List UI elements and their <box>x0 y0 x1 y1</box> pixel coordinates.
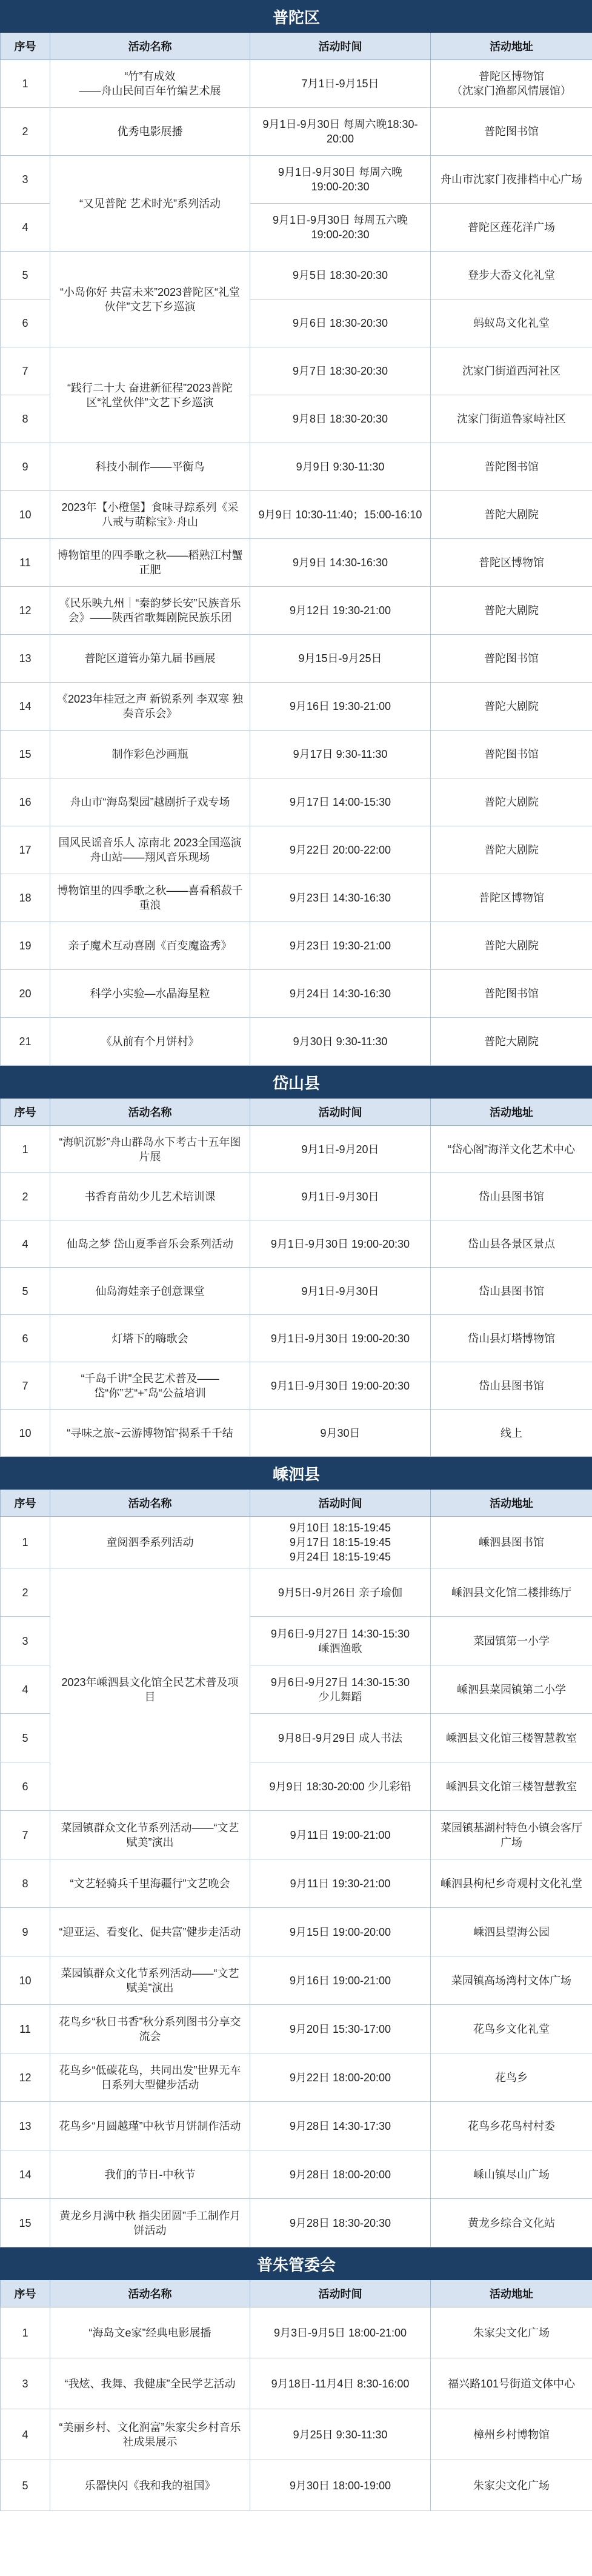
row-number: 2 <box>1 1173 50 1220</box>
row-number: 11 <box>1 2005 50 2053</box>
activity-name: “竹”有成效 ——舟山民间百年竹编艺术展 <box>50 60 250 108</box>
activity-name: 《民乐映九州｜“秦韵梦长安”民族音乐会》——陕西省歌舞剧院民族乐团 <box>50 587 250 635</box>
activity-time: 9月22日 20:00-22:00 <box>250 826 431 874</box>
activity-time: 9月24日 14:30-16:30 <box>250 970 431 1018</box>
activity-time: 9月6日-9月27日 14:30-15:30 少儿舞蹈 <box>250 1665 431 1714</box>
activity-time: 9月1日-9月30日 每周五六晚 19:00-20:30 <box>250 204 431 252</box>
activity-address: 普陀大剧院 <box>431 826 592 874</box>
row-number: 3 <box>1 156 50 204</box>
row-number: 16 <box>1 778 50 826</box>
row-number: 8 <box>1 1859 50 1908</box>
activity-time: 9月9日 10:30-11:40；15:00-16:10 <box>250 491 431 539</box>
activity-address: 普陀图书馆 <box>431 443 592 491</box>
activity-name: 科技小制作——平衡鸟 <box>50 443 250 491</box>
activity-name: 《2023年桂冠之声 新锐系列 李双寒 独奏音乐会》 <box>50 683 250 731</box>
column-header-no: 序号 <box>1 1099 50 1126</box>
row-number: 7 <box>1 1811 50 1859</box>
row-number: 6 <box>1 1315 50 1362</box>
activity-address: “岱心阁”海洋文化艺术中心 <box>431 1126 592 1173</box>
column-header-name: 活动名称 <box>50 1099 250 1126</box>
activity-address: 朱家尖文化广场 <box>431 2307 592 2358</box>
row-number: 17 <box>1 826 50 874</box>
activity-time: 9月1日-9月30日 19:00-20:30 <box>250 1315 431 1362</box>
activity-address: 黄龙乡综合文化站 <box>431 2199 592 2247</box>
activity-name: 仙岛海娃亲子创意课堂 <box>50 1268 250 1315</box>
activity-address: 嵊泗县文化馆三楼智慧教室 <box>431 1714 592 1762</box>
activity-address: 嵊泗县枸杞乡奇观村文化礼堂 <box>431 1859 592 1908</box>
activity-address: 嵊泗县文化馆二楼排练厅 <box>431 1568 592 1617</box>
section-table-shengsi <box>0 1457 592 2247</box>
activity-name: 花鸟乡“秋日书香”秋分系列图书分享交流会 <box>50 2005 250 2053</box>
activity-time: 9月8日 18:30-20:30 <box>250 395 431 443</box>
activity-address: 普陀大剧院 <box>431 683 592 731</box>
activity-name: “小岛你好 共富未来”2023普陀区“礼堂伙伴”文艺下乡巡演 <box>50 252 250 347</box>
activity-time: 9月1日-9月30日 <box>250 1268 431 1315</box>
column-header-addr: 活动地址 <box>431 1490 592 1517</box>
activity-name: 童阅泗季系列活动 <box>50 1517 250 1568</box>
section-table-daishan <box>0 1066 592 1457</box>
activity-address: 嵊泗县图书馆 <box>431 1517 592 1568</box>
section-title: 嵊泗县 <box>1 1457 592 1490</box>
table-row <box>1 1568 592 1617</box>
row-number: 15 <box>1 731 50 778</box>
activity-address: 普陀图书馆 <box>431 970 592 1018</box>
column-header-addr: 活动地址 <box>431 1099 592 1126</box>
activity-address: 普陀区博物馆 （沈家门渔都风情展馆） <box>431 60 592 108</box>
row-number: 18 <box>1 874 50 922</box>
table-row <box>1 826 592 874</box>
activity-name: 花鸟乡“低碳花鸟，共同出发”世界无车日系列大型健步活动 <box>50 2053 250 2102</box>
activity-address: 朱家尖文化广场 <box>431 2460 592 2511</box>
row-number: 4 <box>1 2409 50 2460</box>
activity-time: 9月8日-9月29日 成人书法 <box>250 1714 431 1762</box>
section-title: 普朱管委会 <box>1 2248 592 2280</box>
activity-address: 蚂蚁岛文化礼堂 <box>431 299 592 347</box>
activity-name: “海帆沉影”舟山群岛水下考古十五年图片展 <box>50 1126 250 1173</box>
activity-address: 花鸟乡花鸟村村委 <box>431 2102 592 2150</box>
table-row <box>1 2150 592 2199</box>
activity-time: 9月6日-9月27日 14:30-15:30 嵊泗渔歌 <box>250 1617 431 1665</box>
section-table-putuo <box>0 0 592 1066</box>
table-row <box>1 60 592 108</box>
row-number: 12 <box>1 587 50 635</box>
activity-name: 黄龙乡月满中秋 指尖团圆”手工制作月饼活动 <box>50 2199 250 2247</box>
activity-address: 花鸟乡文化礼堂 <box>431 2005 592 2053</box>
row-number: 4 <box>1 1665 50 1714</box>
activity-name: 2023年【小橙堡】食味寻踪系列《采八戒与萌粽宝》·舟山 <box>50 491 250 539</box>
activity-time: 9月17日 14:00-15:30 <box>250 778 431 826</box>
row-number: 15 <box>1 2199 50 2247</box>
row-number: 2 <box>1 1568 50 1617</box>
activity-time: 9月11日 19:00-21:00 <box>250 1811 431 1859</box>
table-row <box>1 970 592 1018</box>
table-row <box>1 347 592 395</box>
activity-name: 亲子魔术互动喜剧《百变魔盗秀》 <box>50 922 250 970</box>
row-number: 6 <box>1 1762 50 1811</box>
column-header-name: 活动名称 <box>50 33 250 60</box>
table-row <box>1 2053 592 2102</box>
row-number: 9 <box>1 443 50 491</box>
activity-time: 9月15日 19:00-20:00 <box>250 1908 431 1956</box>
activity-name: “迎亚运、看变化、促共富”健步走活动 <box>50 1908 250 1956</box>
table-row <box>1 491 592 539</box>
activity-address: 线上 <box>431 1410 592 1457</box>
activity-name: 优秀电影展播 <box>50 108 250 156</box>
row-number: 20 <box>1 970 50 1018</box>
activity-time: 9月5日-9月26日 亲子瑜伽 <box>250 1568 431 1617</box>
table-row <box>1 922 592 970</box>
activity-address: 普陀大剧院 <box>431 922 592 970</box>
activity-time: 9月30日 <box>250 1410 431 1457</box>
activity-time: 9月15日-9月25日 <box>250 635 431 683</box>
activity-time: 9月1日-9月20日 <box>250 1126 431 1173</box>
row-number: 9 <box>1 1908 50 1956</box>
row-number: 5 <box>1 2460 50 2511</box>
activity-address: 岱山县灯塔博物馆 <box>431 1315 592 1362</box>
table-row <box>1 731 592 778</box>
activity-name: 书香育苗幼少儿艺术培训课 <box>50 1173 250 1220</box>
activity-address: 岱山县图书馆 <box>431 1268 592 1315</box>
activity-name: 博物馆里的四季歌之秋——稻熟江村蟹正肥 <box>50 539 250 587</box>
row-number: 19 <box>1 922 50 970</box>
activity-address: 花鸟乡 <box>431 2053 592 2102</box>
activity-address: 普陀区博物馆 <box>431 874 592 922</box>
row-number: 1 <box>1 1517 50 1568</box>
row-number: 3 <box>1 1617 50 1665</box>
activity-name: 博物馆里的四季歌之秋——喜看稻菽千重浪 <box>50 874 250 922</box>
activity-address: 樟州乡村博物馆 <box>431 2409 592 2460</box>
table-row <box>1 2199 592 2247</box>
activity-time: 9月3日-9月5日 18:00-21:00 <box>250 2307 431 2358</box>
activity-time: 7月1日-9月15日 <box>250 60 431 108</box>
table-row <box>1 1018 592 1066</box>
column-header-time: 活动时间 <box>250 2280 431 2307</box>
activity-address: 嵊山镇尽山广场 <box>431 2150 592 2199</box>
section-title: 岱山县 <box>1 1066 592 1099</box>
row-number: 4 <box>1 204 50 252</box>
table-row <box>1 1268 592 1315</box>
table-row <box>1 587 592 635</box>
row-number: 13 <box>1 2102 50 2150</box>
table-row <box>1 1956 592 2005</box>
activity-name: “践行二十大 奋进新征程”2023普陀区“礼堂伙伴”文艺下乡巡演 <box>50 347 250 443</box>
activity-time: 9月28日 14:30-17:30 <box>250 2102 431 2150</box>
table-row <box>1 635 592 683</box>
activity-time: 9月1日-9月30日 每周六晚18:30-20:00 <box>250 108 431 156</box>
activity-address: 福兴路101号街道文体中心 <box>431 2358 592 2409</box>
column-header-no: 序号 <box>1 2280 50 2307</box>
activity-address: 普陀区博物馆 <box>431 539 592 587</box>
activity-time: 9月25日 9:30-11:30 <box>250 2409 431 2460</box>
activity-name: 菜园镇群众文化节系列活动——“文艺赋美”演出 <box>50 1956 250 2005</box>
activity-name: 灯塔下的嗨歌会 <box>50 1315 250 1362</box>
activity-address: 普陀图书馆 <box>431 731 592 778</box>
activity-address: 菜园镇高场湾村文体广场 <box>431 1956 592 2005</box>
activity-address: 登步大岙文化礼堂 <box>431 252 592 299</box>
column-header-name: 活动名称 <box>50 1490 250 1517</box>
activity-time: 9月10日 18:15-19:45 9月17日 18:15-19:45 9月24日 18:15-19:45 <box>250 1517 431 1568</box>
activity-name: 制作彩色沙画瓶 <box>50 731 250 778</box>
table-row <box>1 683 592 731</box>
activity-time: 9月30日 18:00-19:00 <box>250 2460 431 2511</box>
row-number: 13 <box>1 635 50 683</box>
activity-address: 普陀图书馆 <box>431 108 592 156</box>
activity-name: 科学小实验—水晶海星粒 <box>50 970 250 1018</box>
activity-name: “海岛文e家”经典电影展播 <box>50 2307 250 2358</box>
activity-time: 9月7日 18:30-20:30 <box>250 347 431 395</box>
activity-name: “文艺轻骑兵千里海疆行”文艺晚会 <box>50 1859 250 1908</box>
row-number: 1 <box>1 2307 50 2358</box>
column-header-no: 序号 <box>1 1490 50 1517</box>
table-row <box>1 539 592 587</box>
table-row <box>1 1908 592 1956</box>
row-number: 10 <box>1 1410 50 1457</box>
activity-address: 沈家门街道鲁家峙社区 <box>431 395 592 443</box>
activity-time: 9月11日 19:30-21:00 <box>250 1859 431 1908</box>
table-row <box>1 108 592 156</box>
column-header-time: 活动时间 <box>250 1490 431 1517</box>
activity-address: 普陀大剧院 <box>431 778 592 826</box>
column-header-addr: 活动地址 <box>431 2280 592 2307</box>
activity-address: 普陀区莲花洋广场 <box>431 204 592 252</box>
table-row <box>1 1315 592 1362</box>
activity-name: “千岛千讲”全民艺术普及——岱“你”艺“+”岛“公益培训 <box>50 1362 250 1410</box>
row-number: 14 <box>1 683 50 731</box>
activity-address: 普陀大剧院 <box>431 1018 592 1066</box>
activity-time: 9月18日-11月4日 8:30-16:00 <box>250 2358 431 2409</box>
row-number: 5 <box>1 1714 50 1762</box>
table-row <box>1 2409 592 2460</box>
table-row <box>1 1220 592 1268</box>
row-number: 7 <box>1 1362 50 1410</box>
activity-address: 普陀大剧院 <box>431 587 592 635</box>
activity-time: 9月9日 14:30-16:30 <box>250 539 431 587</box>
activity-name: 《从前有个月饼村》 <box>50 1018 250 1066</box>
activity-name: 2023年嵊泗县文化馆全民艺术普及项目 <box>50 1568 250 1811</box>
activity-name: 舟山市“海岛梨园”越剧折子戏专场 <box>50 778 250 826</box>
activity-time: 9月1日-9月30日 <box>250 1173 431 1220</box>
table-row <box>1 1126 592 1173</box>
table-row <box>1 1517 592 1568</box>
table-row <box>1 2307 592 2358</box>
row-number: 3 <box>1 2358 50 2409</box>
row-number: 10 <box>1 1956 50 2005</box>
activity-name: 乐器快闪《我和我的祖国》 <box>50 2460 250 2511</box>
table-row <box>1 778 592 826</box>
activity-time: 9月28日 18:30-20:30 <box>250 2199 431 2247</box>
row-number: 21 <box>1 1018 50 1066</box>
row-number: 5 <box>1 1268 50 1315</box>
table-row <box>1 156 592 204</box>
row-number: 2 <box>1 108 50 156</box>
activity-address: 沈家门街道西河社区 <box>431 347 592 395</box>
row-number: 12 <box>1 2053 50 2102</box>
activity-name: “寻味之旅~云游博物馆”揭系千千结 <box>50 1410 250 1457</box>
row-number: 11 <box>1 539 50 587</box>
column-header-no: 序号 <box>1 33 50 60</box>
row-number: 1 <box>1 1126 50 1173</box>
activity-address: 嵊泗县望海公园 <box>431 1908 592 1956</box>
activity-address: 岱山县各景区景点 <box>431 1220 592 1268</box>
row-number: 10 <box>1 491 50 539</box>
activity-address: 菜园镇基湖村特色小镇会客厅广场 <box>431 1811 592 1859</box>
activity-time: 9月6日 18:30-20:30 <box>250 299 431 347</box>
activity-time: 9月1日-9月30日 19:00-20:30 <box>250 1362 431 1410</box>
row-number: 8 <box>1 395 50 443</box>
activity-time: 9月16日 19:00-21:00 <box>250 1956 431 2005</box>
column-header-addr: 活动地址 <box>431 33 592 60</box>
activity-time: 9月23日 14:30-16:30 <box>250 874 431 922</box>
activity-name: “我炫、我舞、我健康”全民学艺活动 <box>50 2358 250 2409</box>
activity-time: 9月1日-9月30日 19:00-20:30 <box>250 1220 431 1268</box>
activity-time: 9月12日 19:30-21:00 <box>250 587 431 635</box>
activity-name: 花鸟乡“月圆越瑾”中秋节月饼制作活动 <box>50 2102 250 2150</box>
table-row <box>1 1173 592 1220</box>
column-header-time: 活动时间 <box>250 33 431 60</box>
activity-name: “又见普陀 艺术时光”系列活动 <box>50 156 250 252</box>
section-title: 普陀区 <box>1 1 592 33</box>
activity-address: 普陀大剧院 <box>431 491 592 539</box>
activity-address: 岱山县图书馆 <box>431 1362 592 1410</box>
table-row <box>1 2005 592 2053</box>
activity-address: 嵊泗县文化馆三楼智慧教室 <box>431 1762 592 1811</box>
column-header-name: 活动名称 <box>50 2280 250 2307</box>
activity-address: 菜园镇第一小学 <box>431 1617 592 1665</box>
row-number: 6 <box>1 299 50 347</box>
activity-time: 9月5日 18:30-20:30 <box>250 252 431 299</box>
activity-name: 仙岛之梦 岱山夏季音乐会系列活动 <box>50 1220 250 1268</box>
row-number: 4 <box>1 1220 50 1268</box>
activity-time: 9月1日-9月30日 每周六晚 19:00-20:30 <box>250 156 431 204</box>
activity-address: 舟山市沈家门夜排档中心广场 <box>431 156 592 204</box>
activity-name: 我们的节日-中秋节 <box>50 2150 250 2199</box>
row-number: 1 <box>1 60 50 108</box>
activity-name: “美丽乡村、文化润富”朱家尖乡村音乐社成果展示 <box>50 2409 250 2460</box>
table-row <box>1 2102 592 2150</box>
activity-address: 嵊泗县菜园镇第二小学 <box>431 1665 592 1714</box>
row-number: 5 <box>1 252 50 299</box>
table-row <box>1 252 592 299</box>
table-row <box>1 1410 592 1457</box>
activity-time: 9月9日 9:30-11:30 <box>250 443 431 491</box>
table-row <box>1 2460 592 2511</box>
activity-time: 9月22日 18:00-20:00 <box>250 2053 431 2102</box>
activity-time: 9月23日 19:30-21:00 <box>250 922 431 970</box>
table-row <box>1 874 592 922</box>
activity-time: 9月17日 9:30-11:30 <box>250 731 431 778</box>
activity-name: 菜园镇群众文化节系列活动——“文艺赋美”演出 <box>50 1811 250 1859</box>
table-row <box>1 1362 592 1410</box>
activity-time: 9月9日 18:30-20:00 少儿彩铅 <box>250 1762 431 1811</box>
activity-time: 9月16日 19:30-21:00 <box>250 683 431 731</box>
table-row <box>1 1859 592 1908</box>
activity-name: 国风民谣音乐人 凉南北 2023全国巡演舟山站——翔风音乐现场 <box>50 826 250 874</box>
table-row <box>1 1811 592 1859</box>
column-header-time: 活动时间 <box>250 1099 431 1126</box>
activity-time: 9月30日 9:30-11:30 <box>250 1018 431 1066</box>
activity-time: 9月28日 18:00-20:00 <box>250 2150 431 2199</box>
table-row <box>1 443 592 491</box>
table-row <box>1 2358 592 2409</box>
row-number: 7 <box>1 347 50 395</box>
activity-name: 普陀区道管办第九届书画展 <box>50 635 250 683</box>
activity-time: 9月20日 15:30-17:00 <box>250 2005 431 2053</box>
row-number: 14 <box>1 2150 50 2199</box>
activity-address: 普陀图书馆 <box>431 635 592 683</box>
section-table-puzhu <box>0 2247 592 2511</box>
activity-address: 岱山县图书馆 <box>431 1173 592 1220</box>
